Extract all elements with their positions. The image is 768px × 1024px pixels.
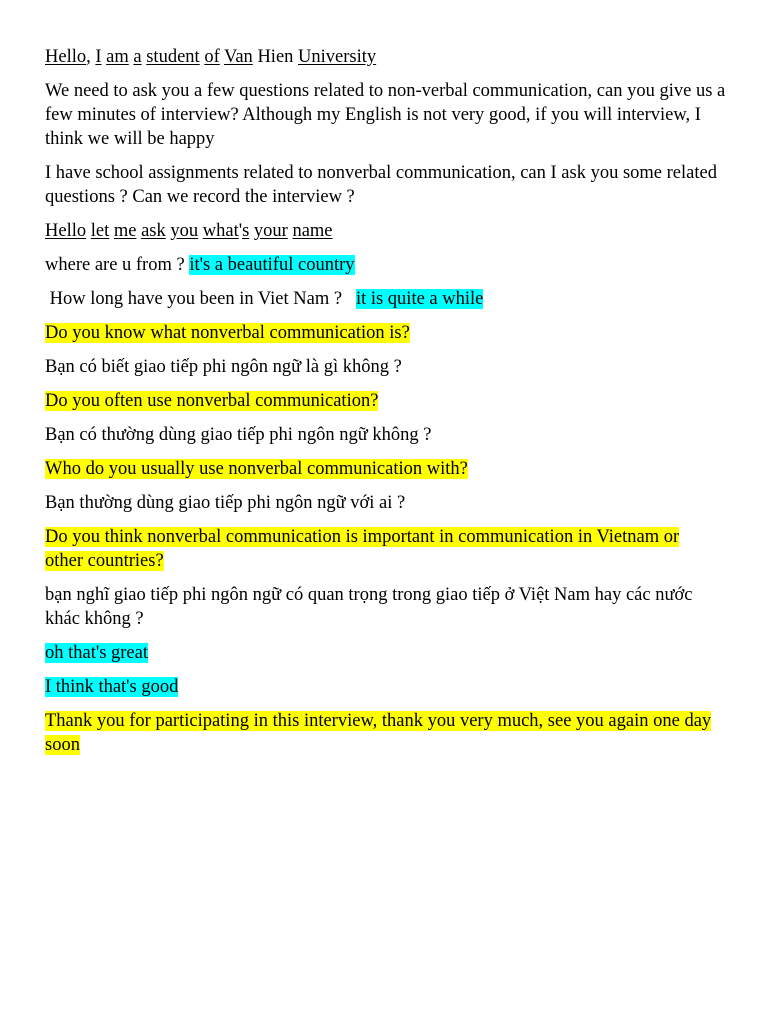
question-2 — [45, 389, 730, 413]
word: Hello — [45, 221, 87, 241]
word: student — [146, 47, 200, 67]
question-1-vietnamese: Bạn có biết giao tiếp phi ngôn ngữ là gì không ? — [45, 357, 402, 377]
word: Hien — [257, 47, 294, 67]
word: let — [90, 221, 110, 241]
assignment-paragraph: I have school assignments related to nonverbal communication, can I ask you some related questions ? Can we record the interview ? — [45, 163, 717, 207]
how-long-answer-highlight: it is quite a while — [355, 289, 484, 309]
word: what — [202, 221, 239, 241]
how-long-line — [45, 287, 730, 311]
reply-2-highlight: I think that's good — [45, 677, 179, 697]
question-3-highlight: Who do you usually use nonverbal communication with? — [45, 459, 468, 479]
from-question: where are u from ? — [45, 255, 185, 275]
word: your — [253, 221, 288, 241]
word: am — [106, 47, 129, 67]
how-long-question: How long have you been in Viet Nam ? — [49, 289, 343, 309]
reply-2 — [45, 675, 730, 699]
question-2-vietnamese: Bạn có thường dùng giao tiếp phi ngôn ngữ không ? — [45, 425, 432, 445]
question-1 — [45, 321, 730, 345]
question-3-vietnamese: Bạn thường dùng giao tiếp phi ngôn ngữ với ai ? — [45, 493, 406, 513]
word: you — [170, 221, 199, 241]
apostrophe: ' — [238, 221, 243, 241]
word: name — [292, 221, 333, 241]
question-4-highlight-line2: other countries? — [45, 551, 164, 571]
question-4-highlight-line1: Do you think nonverbal communication is important in communication in Vietnam or — [45, 527, 680, 547]
word: of — [204, 47, 220, 67]
question-3 — [45, 457, 730, 481]
word: a — [133, 47, 142, 67]
question-4-vietnamese: bạn nghĩ giao tiếp phi ngôn ngữ có quan trọng trong giao tiếp ở Việt Nam hay các nước khác không ? — [45, 585, 693, 629]
word: me — [113, 221, 137, 241]
word: s — [242, 221, 250, 241]
from-line — [45, 253, 730, 277]
question-1-highlight: Do you know what nonverbal communication is? — [45, 323, 410, 343]
reply-1-highlight: oh that's great — [45, 643, 148, 663]
request-paragraph: We need to ask you a few questions related to non-verbal communication, can you give us a few minutes of interview? Although my English is not very good, if you will interview, I think we will be happy — [45, 81, 726, 149]
closing-line — [45, 709, 730, 757]
intro-line — [45, 45, 730, 69]
word: Van — [224, 47, 253, 67]
document-page — [45, 45, 730, 767]
punctuation: , — [86, 47, 91, 67]
closing-highlight-line2: soon — [45, 735, 80, 755]
word: ask — [141, 221, 166, 241]
word: Hello — [45, 47, 87, 67]
word: University — [298, 47, 377, 67]
reply-1 — [45, 641, 730, 665]
from-answer-highlight: it's a beautiful country — [189, 255, 355, 275]
closing-highlight-line1: Thank you for participating in this interview, thank you very much, see you again one day — [45, 711, 712, 731]
name-question-line — [45, 219, 730, 243]
question-4 — [45, 525, 730, 573]
word: I — [95, 47, 102, 67]
question-2-highlight: Do you often use nonverbal communication? — [45, 391, 379, 411]
